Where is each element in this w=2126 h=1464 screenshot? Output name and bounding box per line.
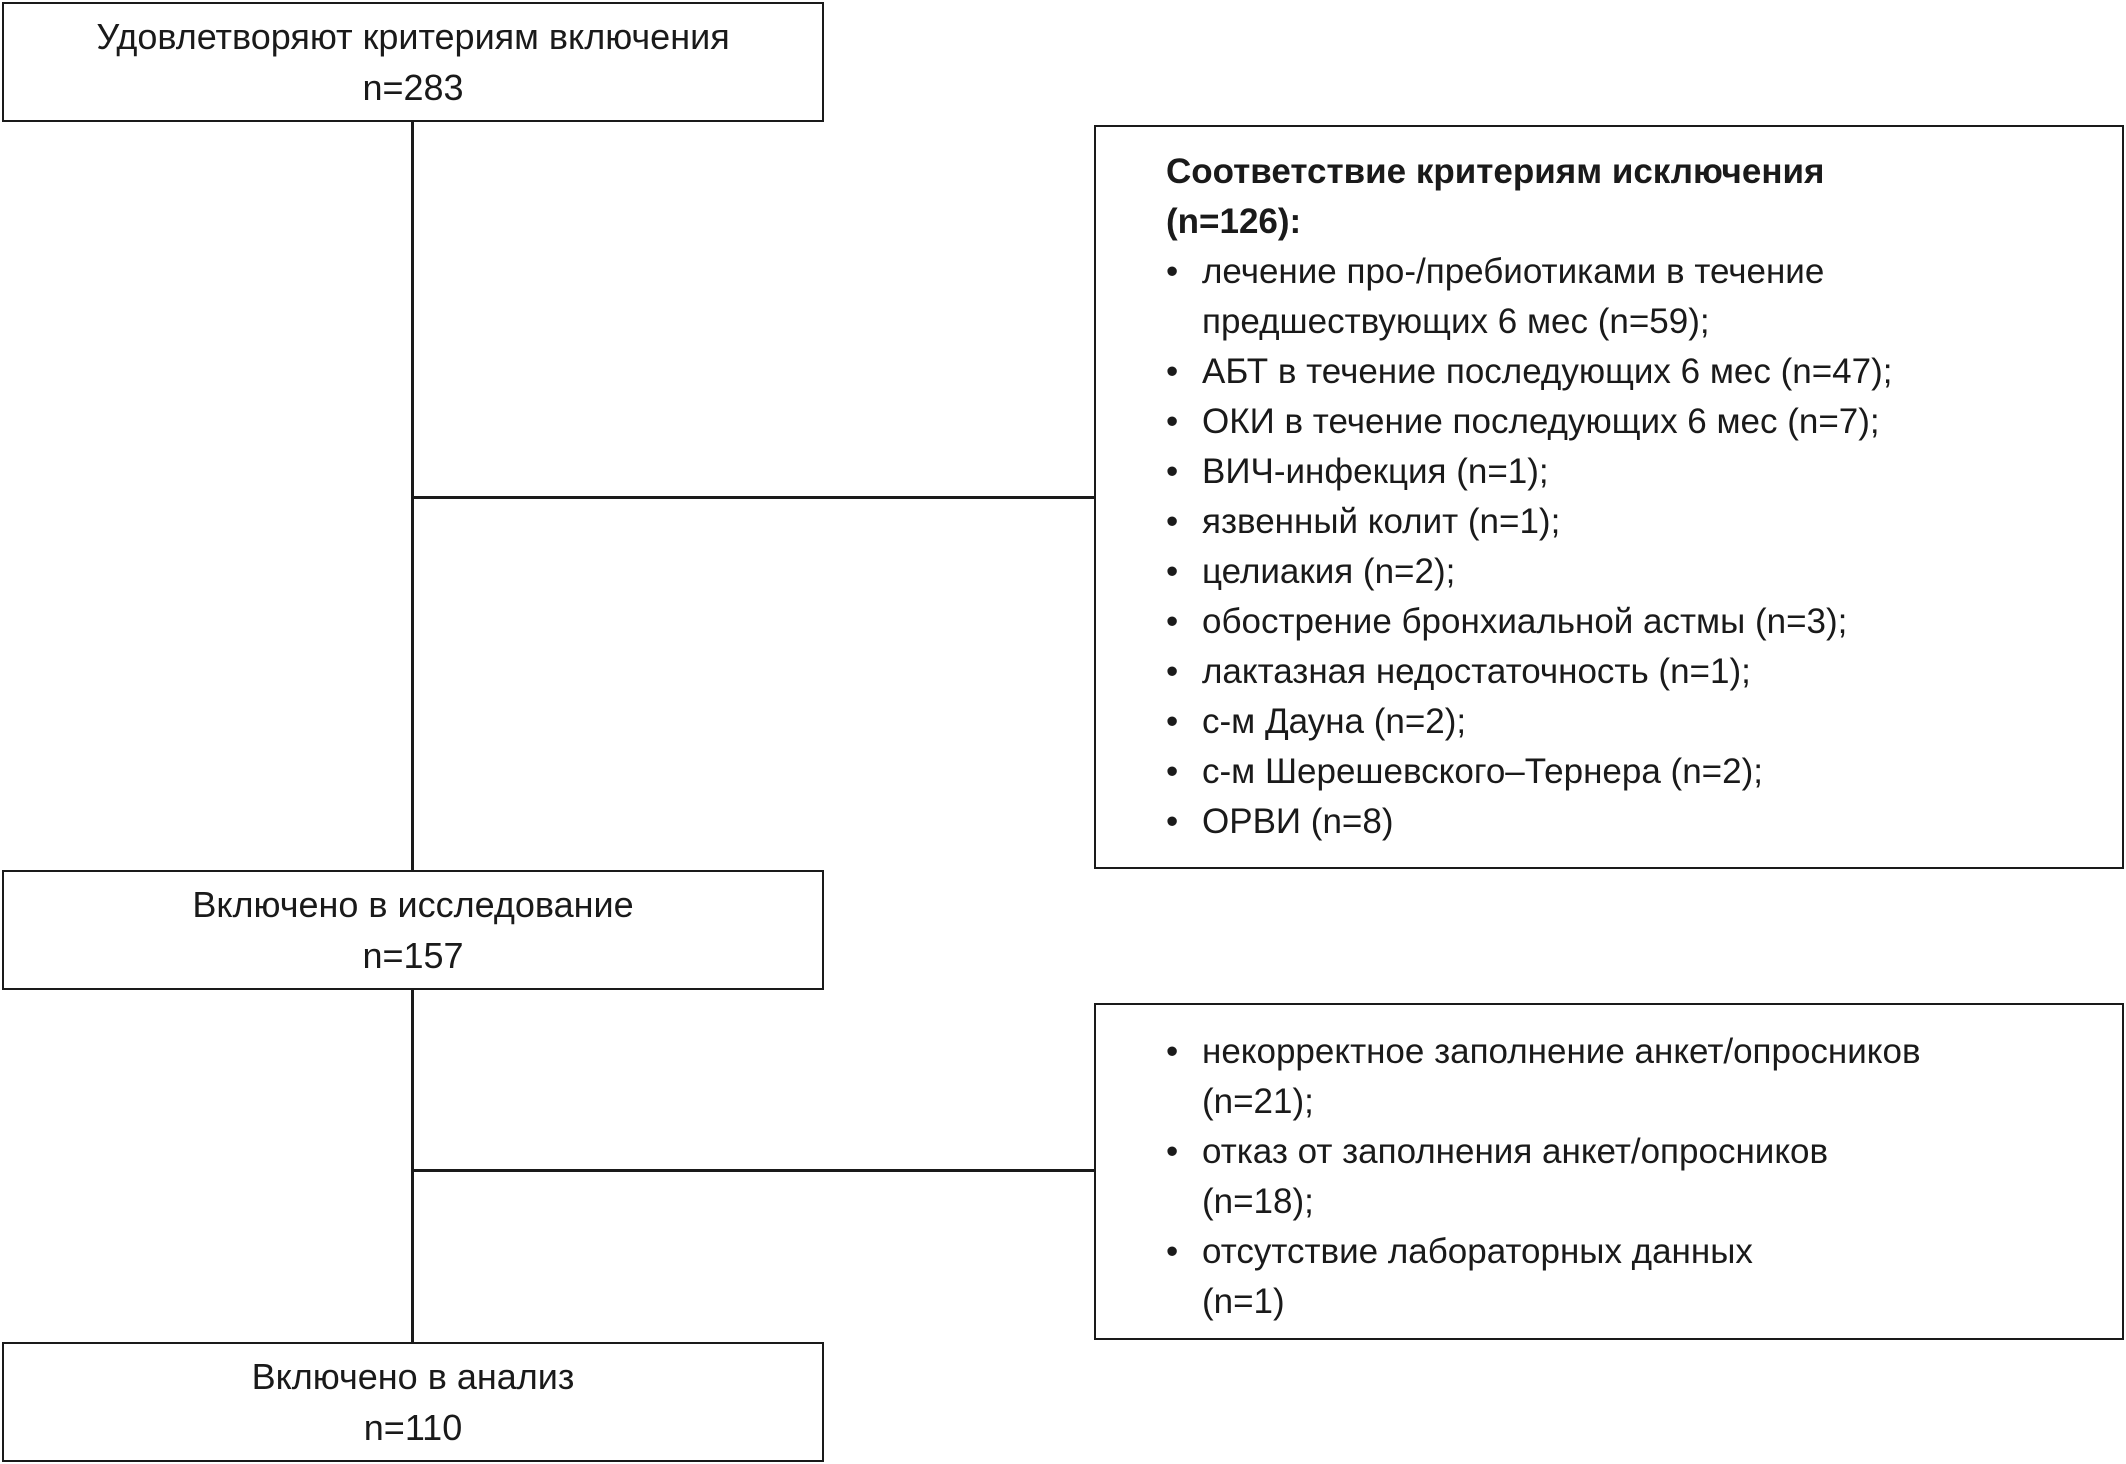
- bullet: •: [1166, 252, 1179, 291]
- list-item-text: лактазная недостаточность (n=1);: [1202, 652, 1751, 691]
- box-included: [2, 870, 824, 990]
- list-item: [1166, 547, 2086, 597]
- list-item-text: обострение бронхиальной астмы (n=3);: [1202, 602, 1848, 641]
- list-item-text: целиакия (n=2);: [1202, 552, 1456, 591]
- exclusion-list: [1166, 247, 2086, 847]
- list-item: [1166, 647, 2086, 697]
- bullet: •: [1166, 702, 1179, 741]
- box-analyzed-count: n=110: [363, 1407, 463, 1448]
- list-item-text: ВИЧ-инфекция (n=1);: [1202, 452, 1549, 491]
- bullet: •: [1166, 1132, 1179, 1171]
- list-item: [1166, 397, 2086, 447]
- list-item: [1166, 697, 2086, 747]
- bullet: •: [1166, 602, 1179, 641]
- list-item: [1166, 347, 2086, 397]
- list-item: [1166, 1127, 2086, 1227]
- box-screened-title: Удовлетворяют критериям включения: [96, 16, 730, 57]
- bullet: •: [1166, 502, 1179, 541]
- list-item: [1166, 597, 2086, 647]
- list-item-text: отказ от заполнения анкет/опросников: [1202, 1132, 1829, 1171]
- exclusion-list-2: [1166, 1027, 2086, 1327]
- box-analyzed: [2, 1342, 824, 1462]
- list-item-text-cont: (n=21);: [1202, 1082, 1314, 1121]
- bullet: •: [1166, 452, 1179, 491]
- list-item-text-cont: (n=1): [1202, 1282, 1285, 1321]
- list-item-text-cont: предшествующих 6 мес (n=59);: [1202, 302, 1710, 341]
- bullet: •: [1166, 552, 1179, 591]
- bullet: •: [1166, 352, 1179, 391]
- list-item-text: АБТ в течение последующих 6 мес (n=47);: [1202, 352, 1893, 391]
- list-item-text: ОРВИ (n=8): [1202, 802, 1394, 841]
- list-item: [1166, 797, 2086, 847]
- list-item-text: язвенный колит (n=1);: [1202, 502, 1561, 541]
- bullet: •: [1166, 652, 1179, 691]
- box-included-count: n=157: [362, 935, 464, 976]
- list-item-text: с-м Шерешевского–Тернера (n=2);: [1202, 752, 1763, 791]
- bullet: •: [1166, 752, 1179, 791]
- list-item-text: некорректное заполнение анкет/опросников: [1202, 1032, 1921, 1071]
- exclusion-title: [1166, 147, 2046, 247]
- bullet: •: [1166, 1032, 1179, 1071]
- bullet: •: [1166, 802, 1179, 841]
- list-item: [1166, 747, 2086, 797]
- box-excluded-criteria: [1094, 125, 2124, 869]
- box-included-title: Включено в исследование: [192, 884, 634, 925]
- list-item: [1166, 497, 2086, 547]
- list-item: [1166, 1227, 2086, 1327]
- connector-to-exclusion-2: [411, 1169, 1095, 1172]
- exclusion-title-text: Соответствие критериям исключения: [1166, 152, 1825, 191]
- list-item: [1166, 1027, 2086, 1127]
- list-item-text: отсутствие лабораторных данных: [1202, 1232, 1753, 1271]
- list-item-text: с-м Дауна (n=2);: [1202, 702, 1467, 741]
- connector-main-lower: [411, 990, 414, 1345]
- list-item: [1166, 247, 2086, 347]
- bullet: •: [1166, 1232, 1179, 1271]
- bullet: •: [1166, 402, 1179, 441]
- box-screened-count: n=283: [362, 67, 464, 108]
- box-excluded-analysis: [1094, 1003, 2124, 1340]
- box-analyzed-title: Включено в анализ: [251, 1356, 575, 1397]
- list-item-text-cont: (n=18);: [1202, 1182, 1314, 1221]
- list-item-text: лечение про-/пребиотиками в течение: [1202, 252, 1825, 291]
- connector-to-exclusion-1: [411, 496, 1095, 499]
- exclusion-title-count: (n=126):: [1166, 202, 1302, 241]
- list-item: [1166, 447, 2086, 497]
- list-item-text: ОКИ в течение последующих 6 мес (n=7);: [1202, 402, 1880, 441]
- box-screened: [2, 2, 824, 122]
